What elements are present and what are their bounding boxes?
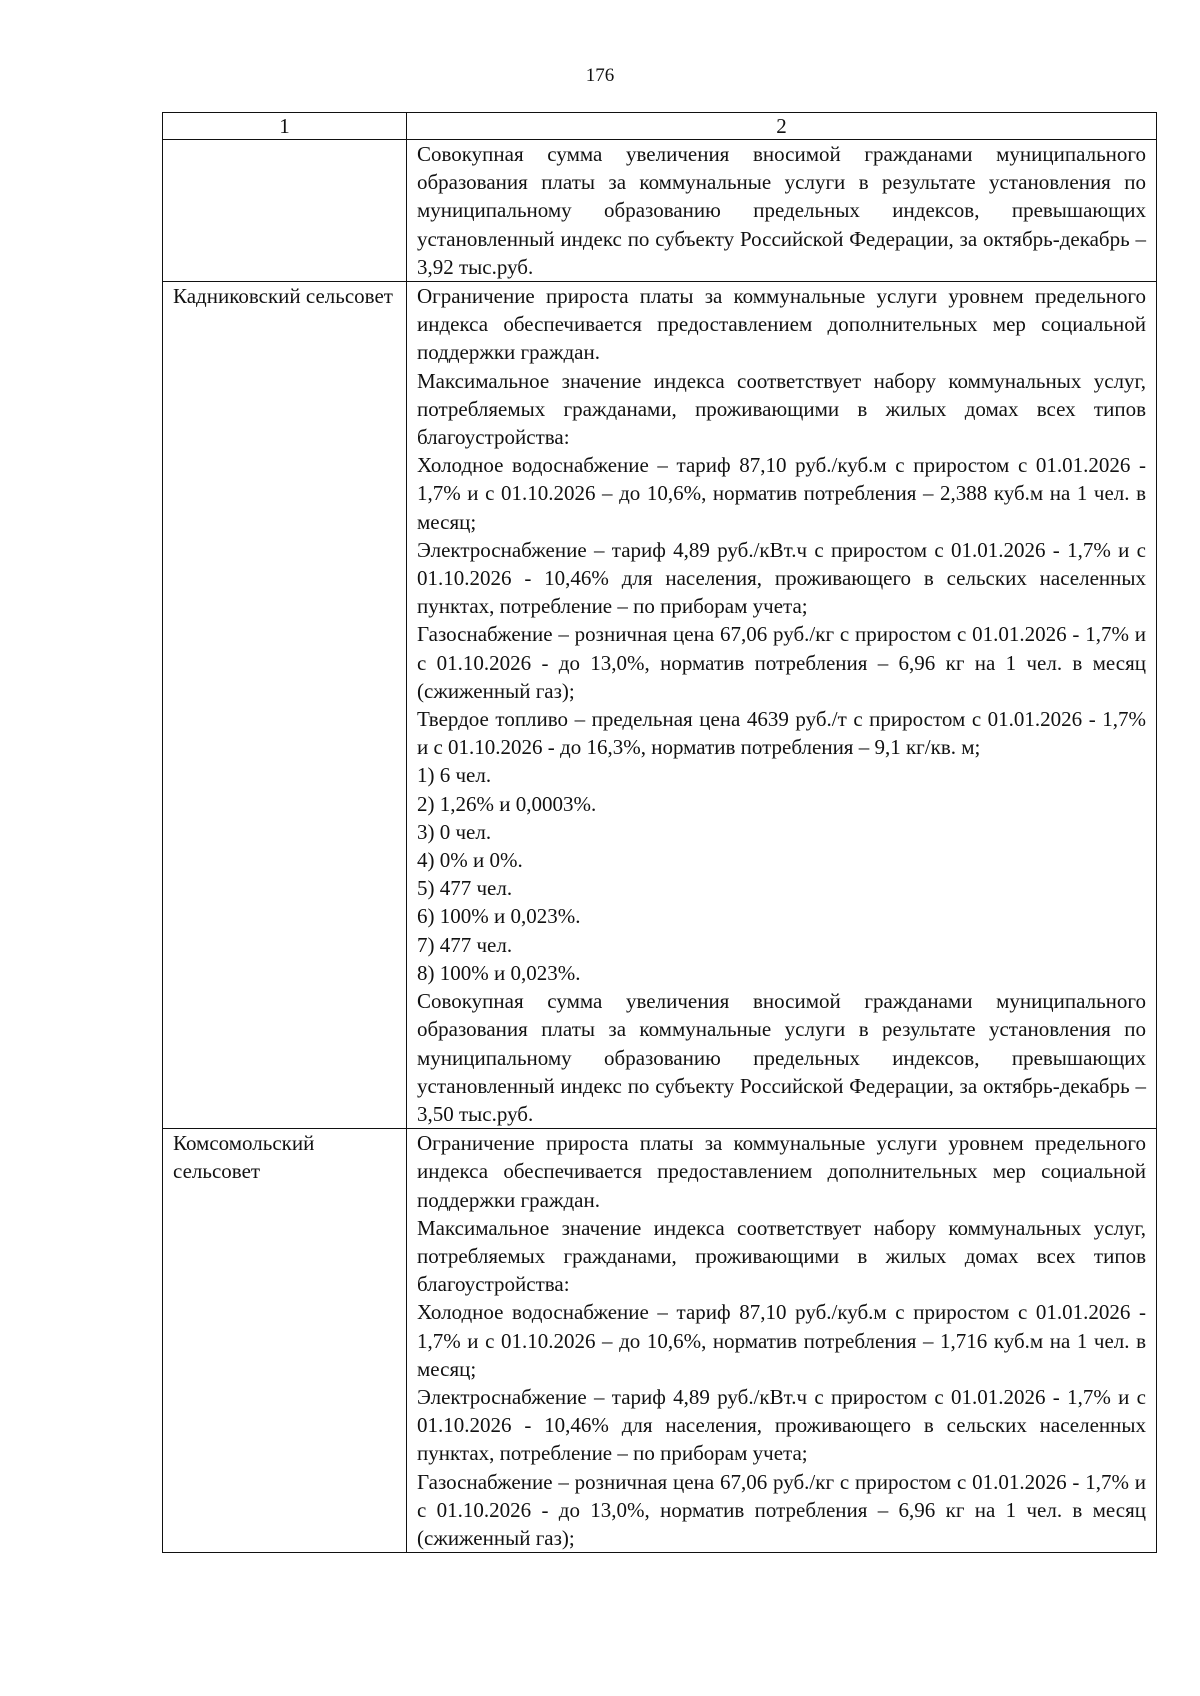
region-cell: Комсомольский сельсовет bbox=[163, 1129, 407, 1553]
gas-paragraph: Газоснабжение – розничная цена 67,06 руб./кг с приростом с 01.01.2026 - 1,7% и с 01.10.2026 - до 13,0%, норматив потребления – 6,96 кг на 1 чел. в месяц (сжиженный газ); bbox=[417, 1469, 1146, 1550]
list-item: 1) 6 чел. bbox=[417, 763, 492, 788]
list-item: 5) 477 чел. bbox=[417, 876, 513, 901]
document-table bbox=[162, 112, 1157, 1553]
table-row bbox=[163, 140, 1157, 282]
region-cell bbox=[163, 140, 407, 282]
solid-fuel-paragraph: Твердое топливо – предельная цена 4639 руб./т с приростом с 01.01.2026 - 1,7% и с 01.10.2026 - до 16,3%, норматив потребления – 9,1 кг/кв. м; bbox=[417, 707, 1146, 760]
cold-water-paragraph: Холодное водоснабжение – тариф 87,10 руб./куб.м с приростом с 01.01.2026 - 1,7% и с 01.10.2026 – до 10,6%, норматив потребления – 2,388 куб.м на 1 чел. в месяц; bbox=[417, 453, 1146, 534]
limit-paragraph: Ограничение прироста платы за коммунальные услуги уровнем предельного индекса обеспечивается предоставлением дополнительных мер социальной поддержки граждан. bbox=[417, 1131, 1146, 1212]
max-index-paragraph: Максимальное значение индекса соответствует набору коммунальных услуг, потребляемых гражданами, проживающими в жилых домах всех типов благоустройства: bbox=[417, 368, 1146, 450]
description-cell bbox=[407, 140, 1157, 282]
max-index-paragraph: Максимальное значение индекса соответствует набору коммунальных услуг, потребляемых гражданами, проживающими в жилых домах всех типов благоустройства: bbox=[417, 1215, 1146, 1297]
description-cell bbox=[407, 1129, 1157, 1553]
summary-paragraph: Совокупная сумма увеличения вносимой гражданами муниципального образования платы за коммунальные услуги в результате установления по муниципальному образованию предельных индексов, превышающих установленный индекс по субъекту Российской Федерации, за октябрь-декабрь – 3,92 тыс.руб. bbox=[417, 142, 1146, 279]
list-item: 2) 1,26% и 0,0003%. bbox=[417, 791, 597, 816]
list-item: 7) 477 чел. bbox=[417, 932, 513, 957]
column-header-2: 2 bbox=[407, 113, 1157, 140]
page-number: 176 bbox=[585, 65, 615, 86]
table-row bbox=[163, 282, 1157, 1129]
region-cell: Кадниковский сельсовет bbox=[163, 282, 407, 1129]
summary-paragraph: Совокупная сумма увеличения вносимой гражданами муниципального образования платы за коммунальные услуги в результате установления по муниципальному образованию предельных индексов, превышающих установленный индекс по субъекту Российской Федерации, за октябрь-декабрь – 3,50 тыс.руб. bbox=[417, 989, 1146, 1126]
list-item: 6) 100% и 0,023%. bbox=[417, 904, 581, 929]
table-row bbox=[163, 1129, 1157, 1553]
list-item: 3) 0 чел. bbox=[417, 819, 492, 844]
column-header-1: 1 bbox=[163, 113, 407, 140]
gas-paragraph: Газоснабжение – розничная цена 67,06 руб./кг с приростом с 01.01.2026 - 1,7% и с 01.10.2026 - до 13,0%, норматив потребления – 6,96 кг на 1 чел. в месяц (сжиженный газ); bbox=[417, 622, 1146, 703]
electricity-paragraph: Электроснабжение – тариф 4,89 руб./кВт.ч с приростом с 01.01.2026 - 1,7% и с 01.10.2026 - 10,46% для населения, проживающего в сельских населенных пунктах, потребление – по приборам учета; bbox=[417, 1384, 1146, 1466]
table-header-row bbox=[163, 113, 1157, 140]
limit-paragraph: Ограничение прироста платы за коммунальные услуги уровнем предельного индекса обеспечивается предоставлением дополнительных мер социальной поддержки граждан. bbox=[417, 284, 1146, 365]
list-item: 4) 0% и 0%. bbox=[417, 848, 523, 873]
cold-water-paragraph: Холодное водоснабжение – тариф 87,10 руб./куб.м с приростом с 01.01.2026 - 1,7% и с 01.10.2026 – до 10,6%, норматив потребления – 1,716 куб.м на 1 чел. в месяц; bbox=[417, 1300, 1146, 1381]
electricity-paragraph: Электроснабжение – тариф 4,89 руб./кВт.ч с приростом с 01.01.2026 - 1,7% и с 01.10.2026 - 10,46% для населения, проживающего в сельских населенных пунктах, потребление – по приборам учета; bbox=[417, 537, 1146, 619]
description-cell bbox=[407, 282, 1157, 1129]
list-item: 8) 100% и 0,023%. bbox=[417, 960, 581, 985]
